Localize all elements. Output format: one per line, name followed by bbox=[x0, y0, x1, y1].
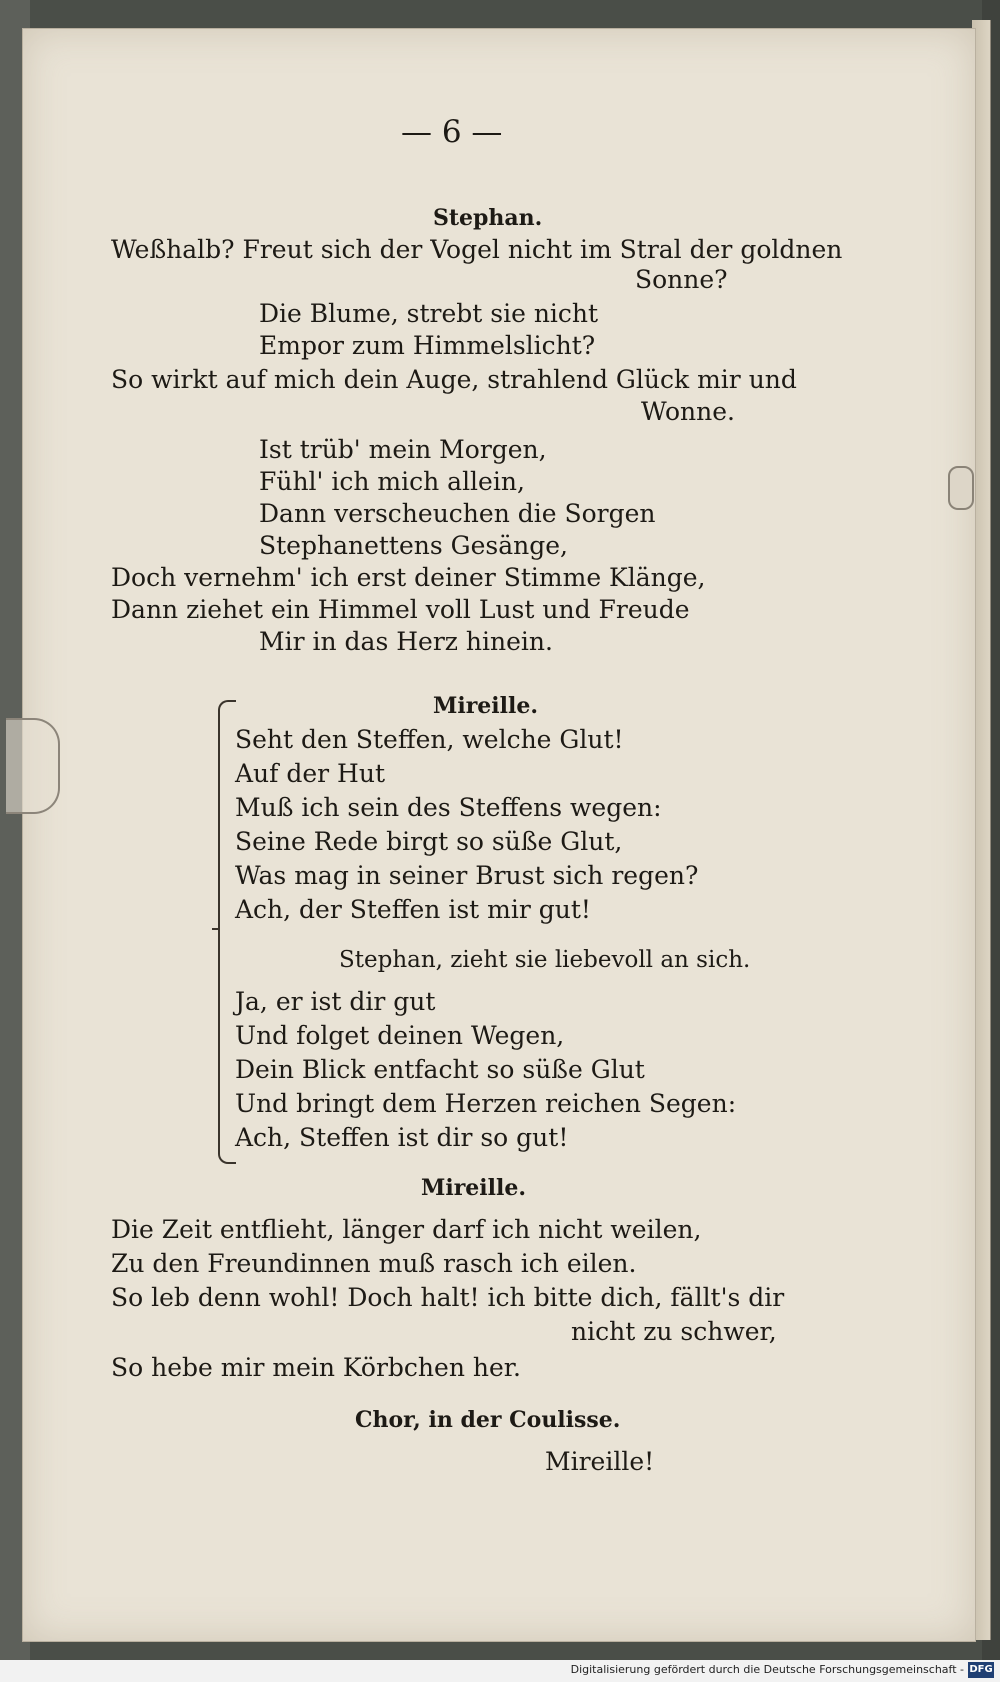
footer-credit: Digitalisierung gefördert durch die Deutsche Forschungsgemeinschaft - bbox=[570, 1663, 964, 1676]
speaker-heading: Stephan. bbox=[433, 205, 543, 231]
verse-line: Sonne? bbox=[635, 265, 728, 294]
brace-bracket bbox=[218, 700, 236, 1164]
verse-line: Ach, der Steffen ist mir gut! bbox=[235, 895, 591, 924]
verse-line: So hebe mir mein Körbchen her. bbox=[111, 1353, 521, 1382]
book-page bbox=[22, 28, 976, 1642]
verse-line: Muß ich sein des Steffens wegen: bbox=[235, 793, 662, 822]
verse-line: Fühl' ich mich allein, bbox=[259, 467, 525, 496]
verse-line: Ist trüb' mein Morgen, bbox=[259, 435, 547, 464]
dfg-logo: DFG bbox=[968, 1662, 994, 1678]
verse-line: Stephanettens Gesänge, bbox=[259, 531, 568, 560]
verse-line: Dein Blick entfacht so süße Glut bbox=[235, 1055, 645, 1084]
verse-line: Mireille! bbox=[545, 1447, 655, 1476]
verse-line: Was mag in seiner Brust sich regen? bbox=[235, 861, 699, 890]
stage-direction: Stephan, zieht sie liebevoll an sich. bbox=[339, 947, 751, 973]
verse-line: Empor zum Himmelslicht? bbox=[259, 331, 596, 360]
verse-line: Wonne. bbox=[641, 397, 735, 426]
verse-line: Ach, Steffen ist dir so gut! bbox=[235, 1123, 569, 1152]
verse-line: Doch vernehm' ich erst deiner Stimme Klänge, bbox=[111, 563, 706, 592]
page-tab-loop bbox=[6, 718, 60, 814]
verse-line: Seine Rede birgt so süße Glut, bbox=[235, 827, 623, 856]
speaker-heading: Mireille. bbox=[433, 693, 539, 719]
verse-line: Seht den Steffen, welche Glut! bbox=[235, 725, 624, 754]
page-number: — 6 — bbox=[401, 114, 503, 150]
verse-line: Zu den Freundinnen muß rasch ich eilen. bbox=[111, 1249, 637, 1278]
verse-line: Und folget deinen Wegen, bbox=[235, 1021, 565, 1050]
binding-clip bbox=[948, 466, 974, 510]
verse-line: So leb denn wohl! Doch halt! ich bitte dich, fällt's dir bbox=[111, 1283, 785, 1312]
verse-line: Mir in das Herz hinein. bbox=[259, 627, 553, 656]
brace-point bbox=[212, 928, 220, 930]
verse-line: Dann verscheuchen die Sorgen bbox=[259, 499, 656, 528]
verse-line: Ja, er ist dir gut bbox=[235, 987, 436, 1016]
verse-line: Weßhalb? Freut sich der Vogel nicht im Stral der goldnen bbox=[111, 235, 843, 264]
verse-line: Dann ziehet ein Himmel voll Lust und Freude bbox=[111, 595, 690, 624]
verse-line: Die Blume, strebt sie nicht bbox=[259, 299, 599, 328]
verse-line: Die Zeit entflieht, länger darf ich nicht weilen, bbox=[111, 1215, 702, 1244]
verse-line: So wirkt auf mich dein Auge, strahlend Glück mir und bbox=[111, 365, 797, 394]
speaker-heading: Chor, in der Coulisse. bbox=[355, 1407, 621, 1433]
verse-line: Auf der Hut bbox=[235, 759, 385, 788]
verse-line: nicht zu schwer, bbox=[571, 1317, 777, 1346]
speaker-heading: Mireille. bbox=[421, 1175, 527, 1201]
verse-line: Und bringt dem Herzen reichen Segen: bbox=[235, 1089, 737, 1118]
